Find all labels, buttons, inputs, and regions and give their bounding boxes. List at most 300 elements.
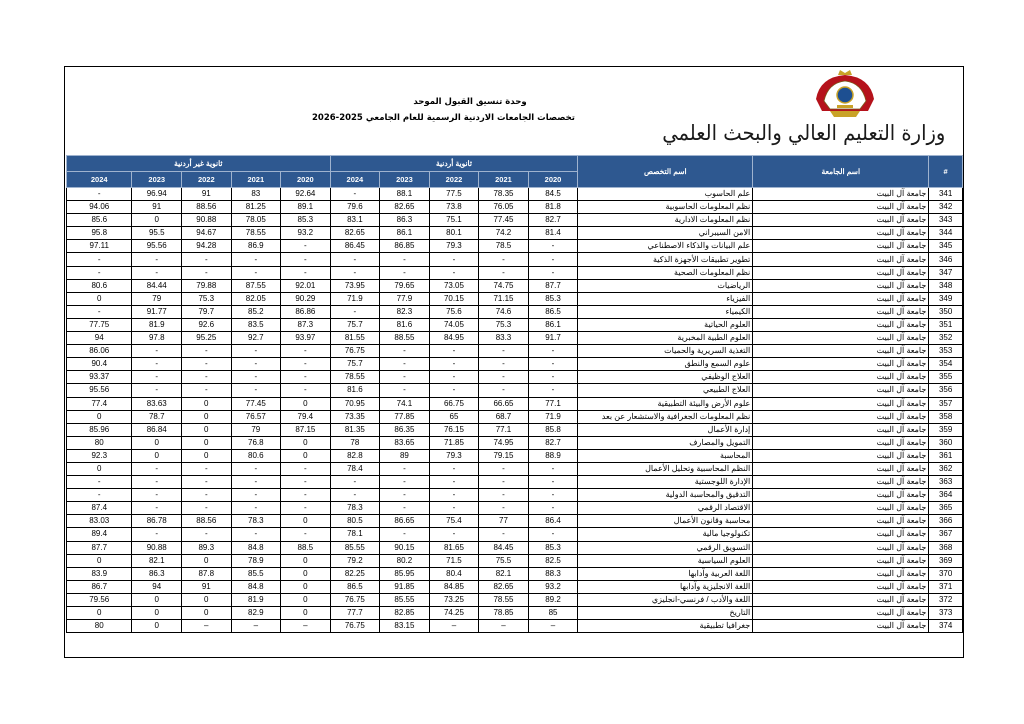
non-jordanian-cutoff-2021: - <box>231 462 281 475</box>
jordanian-cutoff-2020: 81.4 <box>528 227 578 240</box>
non-jordanian-cutoff-2023: 94 <box>132 580 182 593</box>
table-row <box>67 214 963 227</box>
non-jordanian-cutoff-2021: 78.9 <box>231 554 281 567</box>
jordanian-cutoff-2021: 66.65 <box>479 397 529 410</box>
non-jordanian-cutoff-2021: 83 <box>231 188 281 201</box>
row-number: 363 <box>929 476 963 489</box>
major-name: الاقتصاد الرقمي <box>578 502 753 515</box>
jordanian-cutoff-2020: 71.9 <box>528 410 578 423</box>
year-2023-non-jordanian: 2023 <box>132 172 182 188</box>
university-name: جامعة آل البيت <box>753 227 929 240</box>
jordanian-cutoff-2022: - <box>429 462 479 475</box>
non-jordanian-cutoff-2024: 97.11 <box>67 240 132 253</box>
table-row <box>67 397 963 410</box>
non-jordanian-cutoff-2020: 0 <box>281 607 331 620</box>
jordanian-cutoff-2024: 79.6 <box>330 201 380 214</box>
non-jordanian-cutoff-2024: 83.03 <box>67 515 132 528</box>
non-jordanian-cutoff-2023: 0 <box>132 607 182 620</box>
jordanian-cutoff-2023: 86.3 <box>380 214 430 227</box>
non-jordanian-cutoff-2024: 0 <box>67 462 132 475</box>
jordanian-cutoff-2021: 78.85 <box>479 607 529 620</box>
jordanian-cutoff-2022: 79.3 <box>429 240 479 253</box>
jordanian-cutoff-2020: 86.4 <box>528 515 578 528</box>
row-number: 342 <box>929 201 963 214</box>
non-jordanian-cutoff-2020: - <box>281 476 331 489</box>
row-number: 361 <box>929 449 963 462</box>
row-number: 370 <box>929 567 963 580</box>
non-jordanian-cutoff-2024: - <box>67 266 132 279</box>
jordanian-cutoff-2023: - <box>380 502 430 515</box>
jordanian-cutoff-2024: 73.95 <box>330 279 380 292</box>
jordanian-cutoff-2022: - <box>429 358 479 371</box>
jordanian-cutoff-2021: - <box>479 266 529 279</box>
non-jordanian-cutoff-2021: 79 <box>231 423 281 436</box>
major-name: تطوير تطبيقات الأجهزة الذكية <box>578 253 753 266</box>
non-jordanian-cutoff-2023: 96.94 <box>132 188 182 201</box>
major-name: تكنولوجيا مالية <box>578 528 753 541</box>
non-jordanian-cutoff-2024: 95.8 <box>67 227 132 240</box>
jordanian-cutoff-2022: 79.3 <box>429 449 479 462</box>
non-jordanian-cutoff-2020: 0 <box>281 554 331 567</box>
non-jordanian-cutoff-2021: – <box>231 620 281 633</box>
major-name: الرياضيات <box>578 279 753 292</box>
jordanian-cutoff-2021: – <box>479 620 529 633</box>
major-name: العلاج الوظيفي <box>578 371 753 384</box>
table-row <box>67 449 963 462</box>
jordanian-cutoff-2021: - <box>479 502 529 515</box>
non-jordanian-cutoff-2024: 79.56 <box>67 593 132 606</box>
jordanian-cutoff-2020: 81.8 <box>528 201 578 214</box>
non-jordanian-cutoff-2020: 0 <box>281 449 331 462</box>
jordanian-cutoff-2020: - <box>528 502 578 515</box>
jordanian-cutoff-2021: 78.5 <box>479 240 529 253</box>
jordanian-cutoff-2021: 74.95 <box>479 436 529 449</box>
jordanian-cutoff-2020: - <box>528 528 578 541</box>
jordanian-cutoff-2024: - <box>330 266 380 279</box>
document-title: تخصصات الجامعات الاردنية الرسمية للعام الجامعي 2025-2026 <box>311 113 575 123</box>
row-number: 373 <box>929 607 963 620</box>
non-jordanian-cutoff-2022: 0 <box>182 397 232 410</box>
non-jordanian-cutoff-2022: 89.3 <box>182 541 232 554</box>
jordanian-cutoff-2024: 73.35 <box>330 410 380 423</box>
jordanian-cutoff-2021: 83.3 <box>479 332 529 345</box>
title-block <box>311 97 575 129</box>
non-jordanian-cutoff-2020: 92.01 <box>281 279 331 292</box>
non-jordanian-cutoff-2023: 91.77 <box>132 305 182 318</box>
table-row <box>67 423 963 436</box>
row-number: 354 <box>929 358 963 371</box>
non-jordanian-cutoff-2024: 93.37 <box>67 371 132 384</box>
non-jordanian-cutoff-2020: 79.4 <box>281 410 331 423</box>
non-jordanian-cutoff-2021: - <box>231 384 281 397</box>
jordanian-cutoff-2022: - <box>429 502 479 515</box>
year-2020-jordanian: 2020 <box>528 172 578 188</box>
non-jordanian-cutoff-2020: 93.2 <box>281 227 331 240</box>
jordanian-cutoff-2020: 86.5 <box>528 305 578 318</box>
non-jordanian-cutoff-2024: 94.06 <box>67 201 132 214</box>
jordanian-cutoff-2024: 71.9 <box>330 292 380 305</box>
row-number: 360 <box>929 436 963 449</box>
crest-icon <box>810 69 880 119</box>
jordanian-cutoff-2024: 70.95 <box>330 397 380 410</box>
non-jordanian-cutoff-2023: - <box>132 502 182 515</box>
non-jordanian-cutoff-2024: 89.4 <box>67 528 132 541</box>
non-jordanian-cutoff-2024: 0 <box>67 554 132 567</box>
row-number: 371 <box>929 580 963 593</box>
document-page <box>64 66 964 658</box>
jordanian-cutoff-2022: - <box>429 489 479 502</box>
table-row <box>67 332 963 345</box>
jordanian-cutoff-2024: 78.1 <box>330 528 380 541</box>
jordanian-cutoff-2020: 87.7 <box>528 279 578 292</box>
non-jordanian-cutoff-2022: - <box>182 345 232 358</box>
non-jordanian-cutoff-2021: 86.9 <box>231 240 281 253</box>
non-jordanian-cutoff-2021: 82.05 <box>231 292 281 305</box>
non-jordanian-cutoff-2021: - <box>231 345 281 358</box>
non-jordanian-cutoff-2021: 85.2 <box>231 305 281 318</box>
non-jordanian-cutoff-2020: 86.86 <box>281 305 331 318</box>
row-number: 341 <box>929 188 963 201</box>
major-name: النظم المحاسبية وتحليل الأعمال <box>578 462 753 475</box>
row-number: 343 <box>929 214 963 227</box>
jordanian-cutoff-2022: 84.85 <box>429 580 479 593</box>
non-jordanian-cutoff-2024: 0 <box>67 292 132 305</box>
jordanian-cutoff-2022: 84.95 <box>429 332 479 345</box>
jordanian-cutoff-2023: 80.2 <box>380 554 430 567</box>
non-jordanian-cutoff-2022: - <box>182 489 232 502</box>
university-name: جامعة آل البيت <box>753 554 929 567</box>
non-jordanian-cutoff-2024: 80 <box>67 436 132 449</box>
jordanian-cutoff-2022: - <box>429 371 479 384</box>
jordanian-cutoff-2021: - <box>479 476 529 489</box>
university-name: جامعة آل البيت <box>753 279 929 292</box>
jordanian-cutoff-2022: 74.05 <box>429 318 479 331</box>
non-jordanian-cutoff-2020: 87.15 <box>281 423 331 436</box>
table-row <box>67 371 963 384</box>
major-name: إدارة الأعمال <box>578 423 753 436</box>
jordanian-cutoff-2023: 82.85 <box>380 607 430 620</box>
table-row <box>67 567 963 580</box>
jordanian-cutoff-2023: 86.1 <box>380 227 430 240</box>
table-row <box>67 593 963 606</box>
majors-table <box>66 155 963 633</box>
university-name: جامعة آل البيت <box>753 253 929 266</box>
university-name: جامعة آل البيت <box>753 188 929 201</box>
table-row <box>67 515 963 528</box>
non-jordanian-cutoff-2024: 77.75 <box>67 318 132 331</box>
non-jordanian-cutoff-2023: - <box>132 253 182 266</box>
row-number: 359 <box>929 423 963 436</box>
jordanian-cutoff-2022: 75.4 <box>429 515 479 528</box>
table-row <box>67 305 963 318</box>
jordanian-cutoff-2023: - <box>380 384 430 397</box>
jordanian-cutoff-2023: - <box>380 358 430 371</box>
major-name: اللغة الانجليزية وآدابها <box>578 580 753 593</box>
table-row <box>67 240 963 253</box>
row-number: 364 <box>929 489 963 502</box>
university-name: جامعة آل البيت <box>753 567 929 580</box>
non-jordanian-cutoff-2023: 82.1 <box>132 554 182 567</box>
non-jordanian-cutoff-2024: 95.56 <box>67 384 132 397</box>
major-name: العلوم الطبية المخبرية <box>578 332 753 345</box>
jordanian-cutoff-2022: - <box>429 266 479 279</box>
non-jordanian-cutoff-2021: - <box>231 489 281 502</box>
non-jordanian-cutoff-2021: - <box>231 253 281 266</box>
table-row <box>67 541 963 554</box>
non-jordanian-cutoff-2023: - <box>132 345 182 358</box>
jordanian-cutoff-2024: - <box>330 188 380 201</box>
jordanian-cutoff-2024: 78.55 <box>330 371 380 384</box>
jordanian-cutoff-2021: 74.2 <box>479 227 529 240</box>
jordanian-cutoff-2021: 77 <box>479 515 529 528</box>
non-jordanian-cutoff-2023: 81.9 <box>132 318 182 331</box>
non-jordanian-cutoff-2022: 92.6 <box>182 318 232 331</box>
non-jordanian-cutoff-2024: 0 <box>67 410 132 423</box>
jordanian-cutoff-2021: - <box>479 462 529 475</box>
university-name: جامعة آل البيت <box>753 358 929 371</box>
non-jordanian-cutoff-2022: 94.67 <box>182 227 232 240</box>
year-2021-jordanian: 2021 <box>479 172 529 188</box>
non-jordanian-cutoff-2021: 83.5 <box>231 318 281 331</box>
university-name: جامعة آل البيت <box>753 515 929 528</box>
non-jordanian-cutoff-2021: 87.55 <box>231 279 281 292</box>
table-row <box>67 318 963 331</box>
table-row <box>67 476 963 489</box>
jordanian-cutoff-2024: 82.25 <box>330 567 380 580</box>
jordanian-cutoff-2020: 85 <box>528 607 578 620</box>
non-jordanian-cutoff-2021: 78.55 <box>231 227 281 240</box>
non-jordanian-cutoff-2020: 85.3 <box>281 214 331 227</box>
row-number: 365 <box>929 502 963 515</box>
row-number: 358 <box>929 410 963 423</box>
non-jordanian-cutoff-2022: - <box>182 253 232 266</box>
row-number: 344 <box>929 227 963 240</box>
non-jordanian-cutoff-2020: - <box>281 502 331 515</box>
university-name: جامعة آل البيت <box>753 240 929 253</box>
jordanian-cutoff-2024: 76.75 <box>330 593 380 606</box>
jordanian-cutoff-2020: 91.7 <box>528 332 578 345</box>
university-name: جامعة آل البيت <box>753 305 929 318</box>
non-jordanian-cutoff-2020: 0 <box>281 580 331 593</box>
major-name: التسويق الرقمي <box>578 541 753 554</box>
major-name: الإدارة اللوجستية <box>578 476 753 489</box>
ministry-name: وزارة التعليم العالي والبحث العلمي <box>662 121 946 145</box>
non-jordanian-cutoff-2023: 0 <box>132 214 182 227</box>
university-name: جامعة آل البيت <box>753 607 929 620</box>
major-name: علوم السمع والنطق <box>578 358 753 371</box>
non-jordanian-cutoff-2022: 0 <box>182 554 232 567</box>
jordanian-cutoff-2021: - <box>479 358 529 371</box>
jordanian-cutoff-2021: - <box>479 528 529 541</box>
jordanian-cutoff-2024: - <box>330 253 380 266</box>
major-name: العلوم السياسية <box>578 554 753 567</box>
jordanian-cutoff-2023: - <box>380 371 430 384</box>
table-row <box>67 201 963 214</box>
university-name: جامعة آل البيت <box>753 620 929 633</box>
table-row <box>67 620 963 633</box>
non-jordanian-cutoff-2020: - <box>281 253 331 266</box>
non-jordanian-cutoff-2022: 0 <box>182 436 232 449</box>
major-name: العلاج الطبيعي <box>578 384 753 397</box>
group-non-jordanian: ثانوية غير أردنية <box>67 156 331 172</box>
non-jordanian-cutoff-2022: 90.88 <box>182 214 232 227</box>
jordanian-cutoff-2023: 74.1 <box>380 397 430 410</box>
non-jordanian-cutoff-2024: 90.4 <box>67 358 132 371</box>
non-jordanian-cutoff-2021: - <box>231 266 281 279</box>
jordanian-cutoff-2021: 82.65 <box>479 580 529 593</box>
jordanian-cutoff-2024: 81.35 <box>330 423 380 436</box>
row-number: 367 <box>929 528 963 541</box>
non-jordanian-cutoff-2021: 84.8 <box>231 580 281 593</box>
table-row <box>67 580 963 593</box>
non-jordanian-cutoff-2024: - <box>67 305 132 318</box>
major-name: علوم الأرض والبيئة التطبيقية <box>578 397 753 410</box>
university-name: جامعة آل البيت <box>753 384 929 397</box>
jordanian-cutoff-2020: – <box>528 620 578 633</box>
university-name: جامعة آل البيت <box>753 266 929 279</box>
non-jordanian-cutoff-2021: 81.25 <box>231 201 281 214</box>
row-number: 357 <box>929 397 963 410</box>
table-row <box>67 253 963 266</box>
jordanian-cutoff-2021: 76.05 <box>479 201 529 214</box>
jordanian-cutoff-2022: 75.1 <box>429 214 479 227</box>
jordanian-cutoff-2020: - <box>528 476 578 489</box>
jordanian-cutoff-2024: 80.5 <box>330 515 380 528</box>
jordanian-cutoff-2021: 79.15 <box>479 449 529 462</box>
table-row <box>67 227 963 240</box>
university-name: جامعة آل البيت <box>753 332 929 345</box>
jordanian-cutoff-2020: 77.1 <box>528 397 578 410</box>
non-jordanian-cutoff-2022: - <box>182 462 232 475</box>
university-name: جامعة آل البيت <box>753 476 929 489</box>
jordanian-cutoff-2022: 80.4 <box>429 567 479 580</box>
non-jordanian-cutoff-2024: - <box>67 253 132 266</box>
jordanian-cutoff-2020: - <box>528 266 578 279</box>
jordanian-cutoff-2024: - <box>330 305 380 318</box>
non-jordanian-cutoff-2020: - <box>281 266 331 279</box>
row-number: 374 <box>929 620 963 633</box>
table-row <box>67 345 963 358</box>
jordanian-cutoff-2021: 75.5 <box>479 554 529 567</box>
major-name: اللغة والأدب / فرنسي-انجليزي <box>578 593 753 606</box>
jordanian-cutoff-2022: - <box>429 476 479 489</box>
row-number: 348 <box>929 279 963 292</box>
major-name: العلوم الحياتية <box>578 318 753 331</box>
jordanian-cutoff-2020: 89.2 <box>528 593 578 606</box>
university-name: جامعة آل البيت <box>753 410 929 423</box>
jordanian-cutoff-2022: 73.05 <box>429 279 479 292</box>
jordanian-cutoff-2020: 84.5 <box>528 188 578 201</box>
jordanian-cutoff-2024: 86.5 <box>330 580 380 593</box>
jordanian-cutoff-2020: 85.3 <box>528 292 578 305</box>
jordanian-cutoff-2023: - <box>380 528 430 541</box>
non-jordanian-cutoff-2023: 84.44 <box>132 279 182 292</box>
non-jordanian-cutoff-2022: 0 <box>182 607 232 620</box>
jordanian-cutoff-2022: 66.75 <box>429 397 479 410</box>
jordanian-cutoff-2024: 78.4 <box>330 462 380 475</box>
row-number: 353 <box>929 345 963 358</box>
jordanian-cutoff-2022: 75.6 <box>429 305 479 318</box>
table-row <box>67 384 963 397</box>
jordanian-cutoff-2023: 81.6 <box>380 318 430 331</box>
jordanian-cutoff-2020: - <box>528 462 578 475</box>
jordanian-cutoff-2024: 86.45 <box>330 240 380 253</box>
table-row <box>67 554 963 567</box>
non-jordanian-cutoff-2024: 77.4 <box>67 397 132 410</box>
jordanian-cutoff-2023: 91.85 <box>380 580 430 593</box>
university-name: جامعة آل البيت <box>753 580 929 593</box>
non-jordanian-cutoff-2023: 86.3 <box>132 567 182 580</box>
jordanian-cutoff-2022: - <box>429 528 479 541</box>
major-name: اللغة العربية وآدابها <box>578 567 753 580</box>
jordanian-cutoff-2022: 71.85 <box>429 436 479 449</box>
table-row <box>67 410 963 423</box>
university-name: جامعة آل البيت <box>753 449 929 462</box>
non-jordanian-cutoff-2024: 85.96 <box>67 423 132 436</box>
jordanian-cutoff-2022: 74.25 <box>429 607 479 620</box>
unit-title: وحدة تنسيق القبول الموحد <box>413 97 527 107</box>
jordanian-cutoff-2023: 85.95 <box>380 567 430 580</box>
jordanian-cutoff-2020: 88.9 <box>528 449 578 462</box>
row-number: 346 <box>929 253 963 266</box>
non-jordanian-cutoff-2021: 85.5 <box>231 567 281 580</box>
non-jordanian-cutoff-2024: 80.6 <box>67 279 132 292</box>
jordanian-cutoff-2022: 70.15 <box>429 292 479 305</box>
table-row <box>67 462 963 475</box>
table-row <box>67 358 963 371</box>
non-jordanian-cutoff-2020: 0 <box>281 567 331 580</box>
non-jordanian-cutoff-2023: 95.56 <box>132 240 182 253</box>
jordanian-cutoff-2020: - <box>528 345 578 358</box>
non-jordanian-cutoff-2023: - <box>132 384 182 397</box>
jordanian-cutoff-2021: 84.45 <box>479 541 529 554</box>
non-jordanian-cutoff-2020: - <box>281 240 331 253</box>
jordanian-cutoff-2023: - <box>380 345 430 358</box>
non-jordanian-cutoff-2022: 0 <box>182 593 232 606</box>
jordanian-cutoff-2023: 88.1 <box>380 188 430 201</box>
jordanian-cutoff-2022: 71.5 <box>429 554 479 567</box>
non-jordanian-cutoff-2022: - <box>182 476 232 489</box>
year-2024-jordanian: 2024 <box>330 172 380 188</box>
non-jordanian-cutoff-2022: - <box>182 266 232 279</box>
year-2024-non-jordanian: 2024 <box>67 172 132 188</box>
non-jordanian-cutoff-2020: 0 <box>281 397 331 410</box>
non-jordanian-cutoff-2021: 78.3 <box>231 515 281 528</box>
non-jordanian-cutoff-2020: 88.5 <box>281 541 331 554</box>
ministry-logo <box>662 69 953 155</box>
row-number: 372 <box>929 593 963 606</box>
non-jordanian-cutoff-2023: - <box>132 358 182 371</box>
non-jordanian-cutoff-2022: 79.88 <box>182 279 232 292</box>
jordanian-cutoff-2021: 68.7 <box>479 410 529 423</box>
jordanian-cutoff-2024: - <box>330 489 380 502</box>
non-jordanian-cutoff-2023: 90.88 <box>132 541 182 554</box>
non-jordanian-cutoff-2020: 0 <box>281 436 331 449</box>
university-name: جامعة آل البيت <box>753 423 929 436</box>
jordanian-cutoff-2022: - <box>429 345 479 358</box>
jordanian-cutoff-2023: 86.35 <box>380 423 430 436</box>
university-name: جامعة آل البيت <box>753 489 929 502</box>
jordanian-cutoff-2023: 88.55 <box>380 332 430 345</box>
jordanian-cutoff-2024: 76.75 <box>330 620 380 633</box>
university-name: جامعة آل البيت <box>753 201 929 214</box>
major-name: علم الحاسوب <box>578 188 753 201</box>
row-number: 350 <box>929 305 963 318</box>
major-name: نظم المعلومات الحاسوبية <box>578 201 753 214</box>
non-jordanian-cutoff-2021: 84.8 <box>231 541 281 554</box>
major-name: التاريخ <box>578 607 753 620</box>
non-jordanian-cutoff-2020: - <box>281 371 331 384</box>
